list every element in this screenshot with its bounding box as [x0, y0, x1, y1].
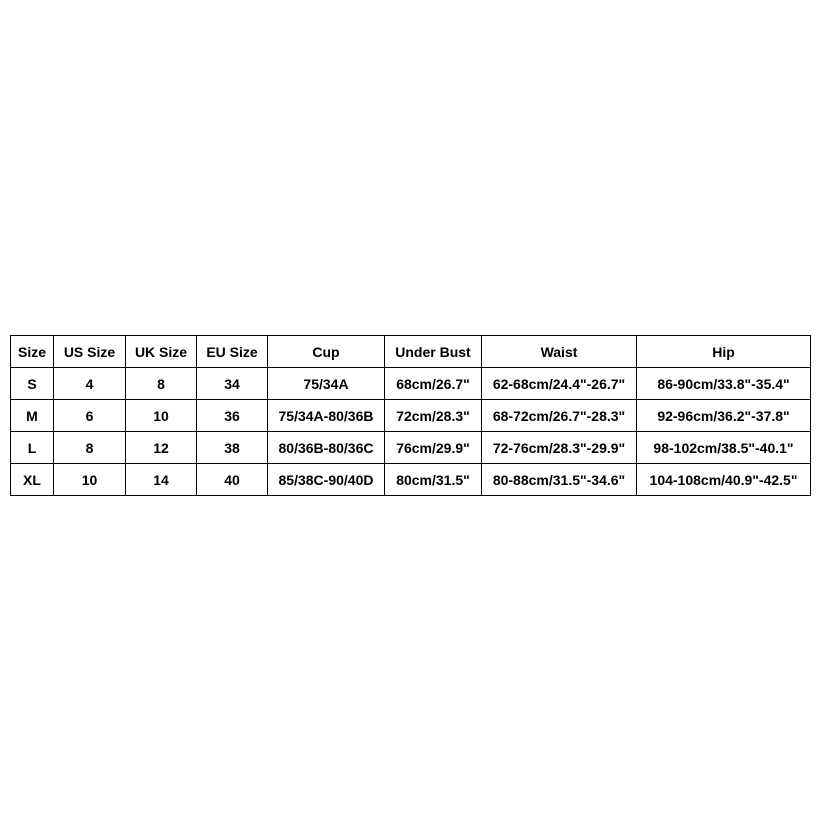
cell-hip: 92-96cm/36.2"-37.8" — [637, 400, 811, 432]
cell-cup: 75/34A — [268, 368, 385, 400]
cell-under-bust: 76cm/29.9" — [385, 432, 482, 464]
cell-eu-size: 38 — [197, 432, 268, 464]
cell-cup: 85/38C-90/40D — [268, 464, 385, 496]
header-uk-size: UK Size — [126, 336, 197, 368]
header-waist: Waist — [482, 336, 637, 368]
table-row — [11, 464, 811, 496]
cell-waist: 72-76cm/28.3"-29.9" — [482, 432, 637, 464]
cell-under-bust: 80cm/31.5" — [385, 464, 482, 496]
cell-waist: 80-88cm/31.5"-34.6" — [482, 464, 637, 496]
header-hip: Hip — [637, 336, 811, 368]
cell-hip: 98-102cm/38.5"-40.1" — [637, 432, 811, 464]
cell-us-size: 6 — [54, 400, 126, 432]
cell-size: L — [11, 432, 54, 464]
table-header-row — [11, 336, 811, 368]
cell-uk-size: 14 — [126, 464, 197, 496]
cell-waist: 68-72cm/26.7"-28.3" — [482, 400, 637, 432]
cell-cup: 80/36B-80/36C — [268, 432, 385, 464]
cell-size: M — [11, 400, 54, 432]
cell-hip: 104-108cm/40.9"-42.5" — [637, 464, 811, 496]
cell-us-size: 8 — [54, 432, 126, 464]
header-us-size: US Size — [54, 336, 126, 368]
size-chart-table — [10, 335, 811, 496]
header-under-bust: Under Bust — [385, 336, 482, 368]
cell-under-bust: 72cm/28.3" — [385, 400, 482, 432]
cell-us-size: 10 — [54, 464, 126, 496]
cell-size: S — [11, 368, 54, 400]
header-eu-size: EU Size — [197, 336, 268, 368]
cell-under-bust: 68cm/26.7" — [385, 368, 482, 400]
cell-uk-size: 8 — [126, 368, 197, 400]
header-cup: Cup — [268, 336, 385, 368]
cell-uk-size: 10 — [126, 400, 197, 432]
cell-eu-size: 34 — [197, 368, 268, 400]
cell-hip: 86-90cm/33.8"-35.4" — [637, 368, 811, 400]
cell-cup: 75/34A-80/36B — [268, 400, 385, 432]
table-row — [11, 368, 811, 400]
cell-uk-size: 12 — [126, 432, 197, 464]
table-row — [11, 400, 811, 432]
header-size: Size — [11, 336, 54, 368]
cell-eu-size: 36 — [197, 400, 268, 432]
table-row — [11, 432, 811, 464]
cell-size: XL — [11, 464, 54, 496]
cell-eu-size: 40 — [197, 464, 268, 496]
cell-waist: 62-68cm/24.4"-26.7" — [482, 368, 637, 400]
cell-us-size: 4 — [54, 368, 126, 400]
